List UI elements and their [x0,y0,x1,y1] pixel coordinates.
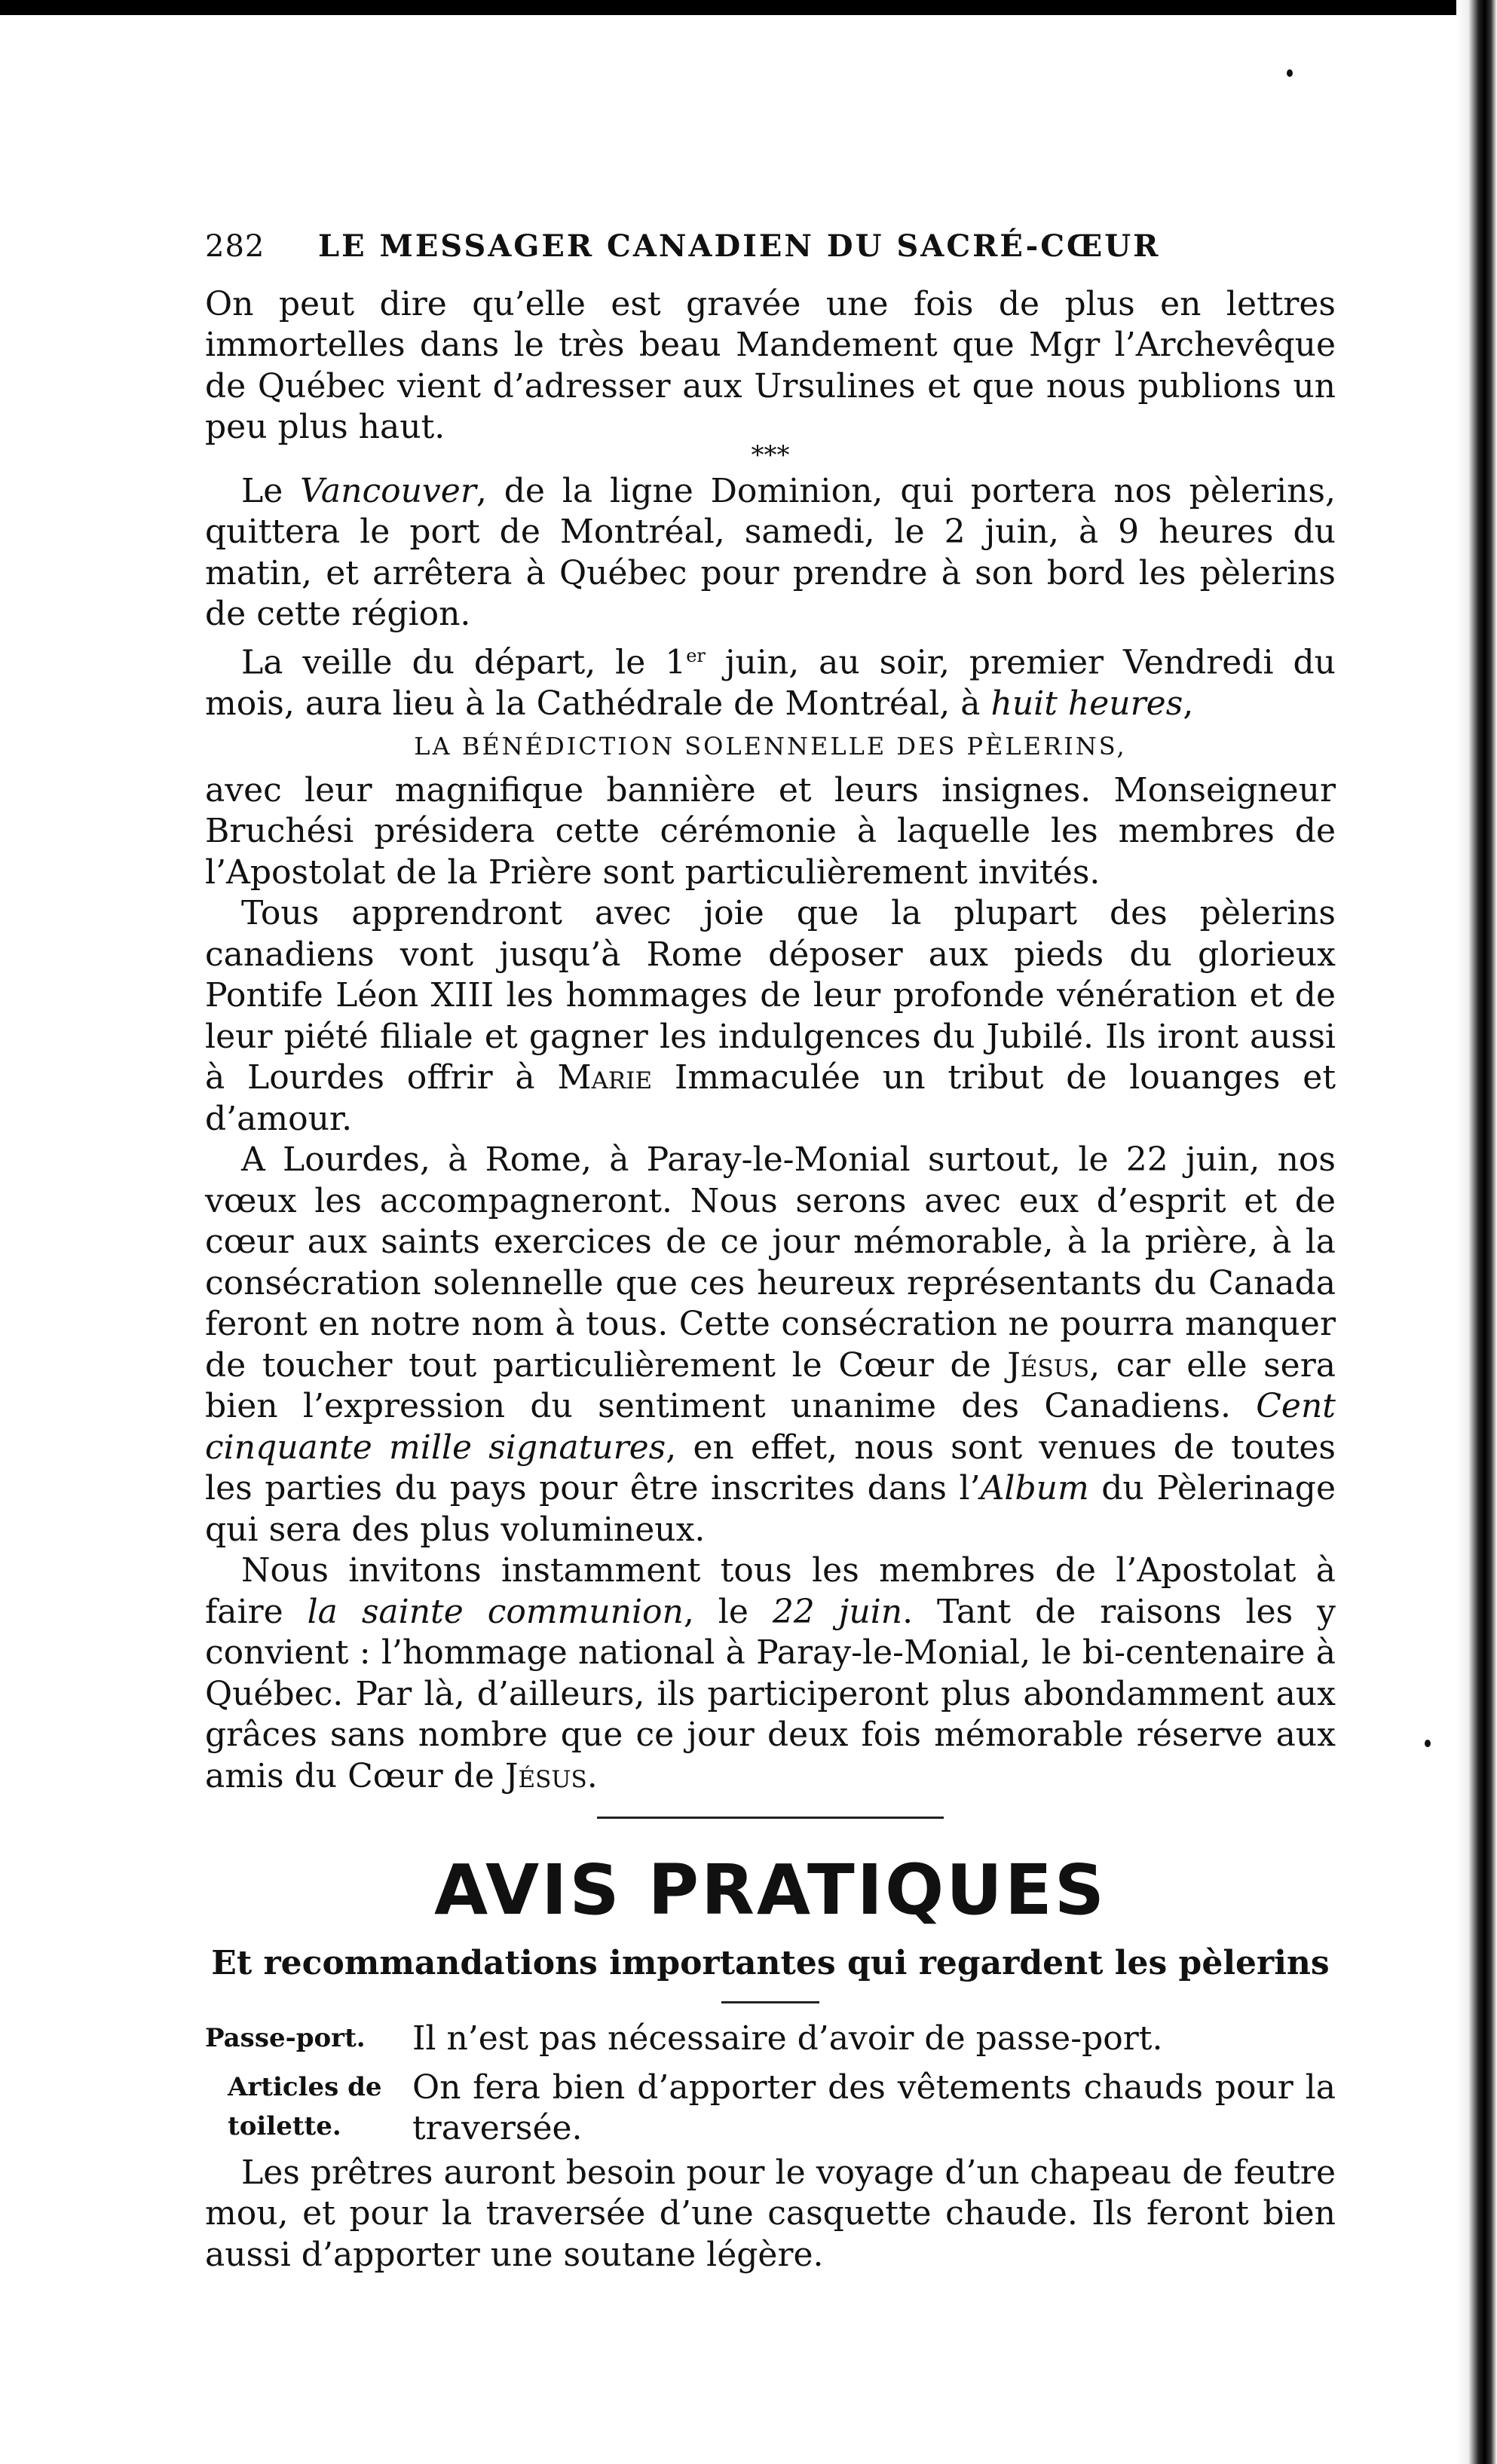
text-run: La veille du départ, le 1 [241,643,687,682]
page-binding-edge [1456,0,1497,2464]
page-number: 282 [205,229,265,264]
avis-item [205,2019,1336,2060]
page-content [205,226,1336,2276]
text-run: . Tant de raisons les y convient : l’hommage national à Paray-le-Monial, le bi-centenaire à Québec. Par là, d’ailleurs, ils participeront plus abondamment aux grâces sans nombre que ce jour deux fois mémorable réserve aux amis du Cœur de [205,1592,1336,1795]
margin-speck [1425,1740,1431,1747]
text-run: du Pèlerinage qui sera des plus volumineux. [205,1469,1336,1549]
avis-item [205,2068,1336,2150]
text-run: , car elle sera bien l’expression du sentiment unanime des Canadiens. [205,1345,1336,1426]
ship-name: Vancouver [300,471,476,510]
text-run: Tous apprendront avec joie que la plupart des pèlerins canadiens vont jusqu’à Rome déposer aux pieds du glorieux Pontife Léon XIII les hommages de leur profonde vénération et de leur piété filiale et gagner les indulgences du Jubilé. Ils iront aussi à Lourdes offrir à [205,894,1336,1097]
item-text: On fera bien d’apporter des vêtements chauds pour la traversée. [412,2068,1336,2148]
paragraph-1: On peut dire qu’elle est gravée une fois de plus en lettres immortelles dans le très beau Mandement que Mgr l’Archevêque de Québec vient d’adresser aux Ursulines et que nous publions un peu plus haut. [205,284,1336,446]
avis-subtitle: Et recommandations importantes qui regardent les pèlerins [211,1944,1330,1983]
emphasis-communion: la sainte communion [307,1592,684,1631]
margin-speck [1287,69,1293,77]
text-run: juin, au soir, premier Vendredi du mois, aura lieu à la Cathédrale de Montréal, à [205,643,1336,723]
page-top-border [0,0,1497,15]
paragraph-2 [205,471,1336,635]
ordinal-superscript: er [686,644,706,666]
ceremony-line: LA BÉNÉDICTION SOLENNELLE DES PÈLERINS, [414,732,1127,761]
running-header [205,226,1336,268]
emphasis-album: Album [980,1469,1089,1508]
emphasis-signatures: Cent cinquante mille signatures [205,1387,1336,1467]
subtitle-divider [721,2001,819,2003]
avis-title: AVIS PRATIQUES [433,1850,1107,1931]
small-caps-name: Jésus [1007,1345,1090,1385]
final-paragraph: Les prêtres auront besoin pour le voyage d’un chapeau de feutre mou, et pour la traversée d’une casquette chaude. Ils feront bien aussi d’apporter une soutane légère. [205,2153,1336,2274]
item-label: Passe-port. [205,2023,366,2054]
paragraph-7 [205,1550,1336,1797]
text-run: Immaculée un tribut de louanges et d’amour. [205,1058,1336,1138]
text-run: , de la ligne Dominion, qui portera nos pèlerins, quittera le port de Montréal, samedi, le 2 juin, à 9 heures du matin, et arrêtera à Québec pour prendre à son bord les pèlerins de cette région. [205,471,1336,633]
paragraph-6 [205,1140,1336,1550]
emphasis-date: 22 juin [772,1592,903,1631]
text-run: , le [683,1592,773,1631]
text-run: , [1183,684,1194,723]
small-caps-name: Jésus [504,1756,587,1795]
text-run: , en effet, nous sont venues de toutes les parties du pays pour être inscrites dans l’ [205,1428,1336,1508]
text-run: A Lourdes, à Rome, à Paray-le-Monial surtout, le 22 juin, nos vœux les accompagneront. Nous serons avec eux d’esprit et de cœur aux saints exercices de ce jour mémorable, à la prière, à la consécration solennelle que ces heureux représentants du Canada feront en notre nom à tous. Cette consécration ne pourra manquer de toucher tout particulièrement le Cœur de [205,1140,1336,1385]
emphasis-time: huit heures [990,684,1183,723]
text-run: Le [241,471,301,510]
section-separator-asterism: *** [751,439,790,470]
paragraph-5 [205,893,1336,1140]
journal-title: LE MESSAGER CANADIEN DU SACRÉ-CŒUR [318,228,1161,264]
item-text: Il n’est pas nécessaire d’avoir de passe-port. [412,2019,1163,2058]
text-run: . [586,1756,598,1795]
item-label: Articles de toilette. [228,2071,382,2141]
paragraph-3 [205,635,1336,725]
small-caps-name: Marie [557,1058,653,1097]
text-run: Nous invitons instamment tous les membres de l’Apostolat à faire [205,1551,1336,1631]
section-divider [597,1817,944,1819]
paragraph-4: avec leur magnifique bannière et leurs insignes. Monseigneur Bruchési présidera cette cérémonie à laquelle les membres de l’Apostolat de la Prière sont particulièrement invités. [205,770,1336,892]
